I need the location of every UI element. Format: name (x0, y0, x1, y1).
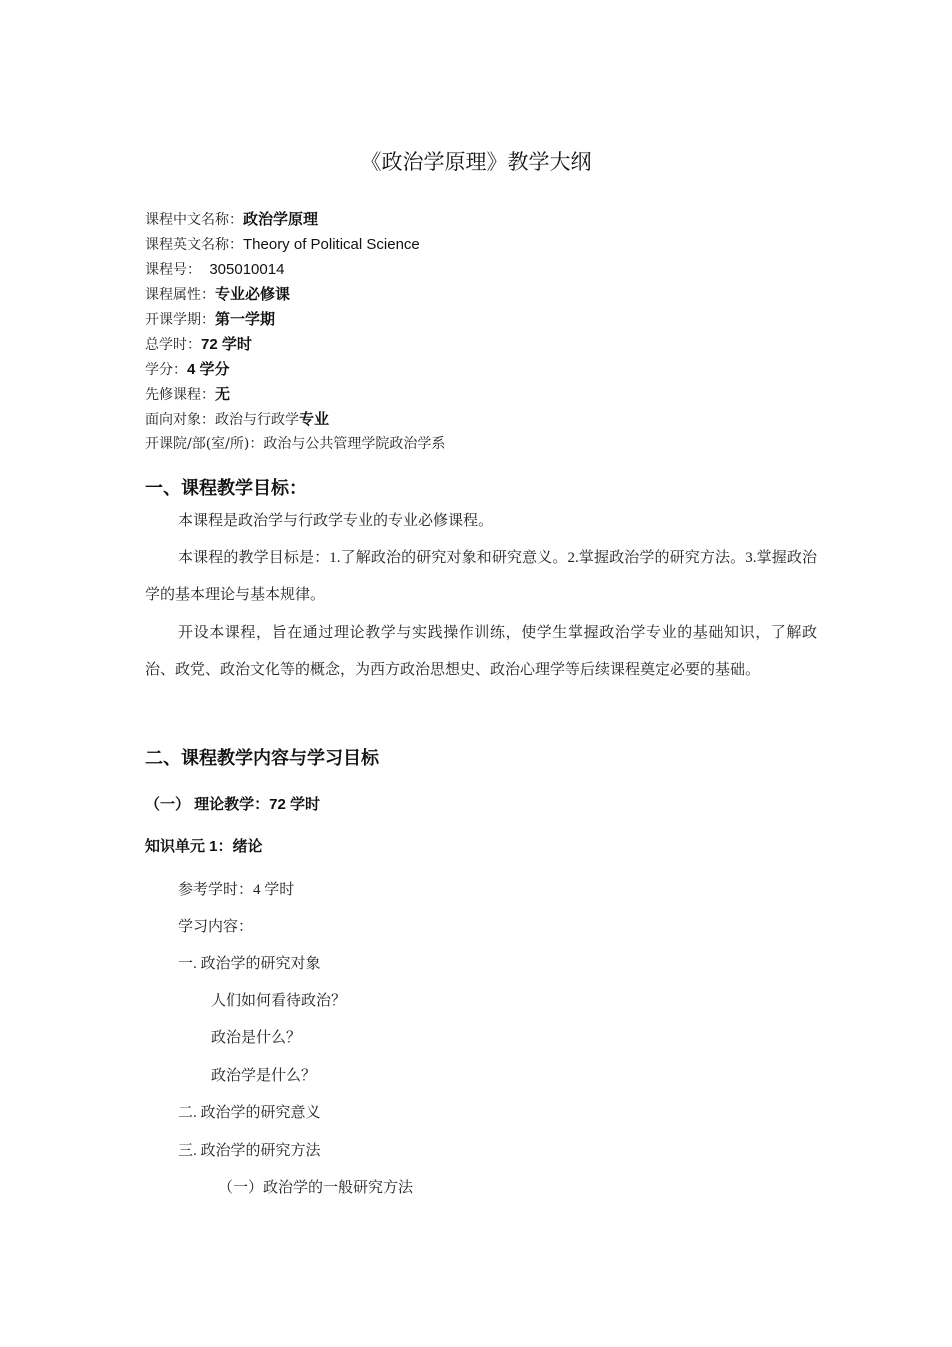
info-label: 开课学期： (145, 312, 215, 328)
paragraph: 本课程是政治学与行政学专业的专业必修课程。 (178, 513, 494, 529)
course-info-row (145, 357, 845, 382)
info-label: 开课院/部(室/所)：政治与公共管理学院政治学系 (145, 436, 446, 452)
section-heading: 二、课程教学内容与学习目标 (145, 748, 379, 768)
info-value: 305010014 (201, 261, 285, 278)
course-info-row (145, 232, 845, 257)
content-line: 参考学时：4 学时 (178, 882, 295, 898)
info-value: 专业 (299, 411, 330, 428)
sub-heading: （一） 理论教学：72 学时 (145, 796, 321, 813)
info-label: 面向对象：政治与行政学 (145, 412, 299, 428)
content-line: 学习内容： (178, 919, 254, 935)
course-info-row (145, 432, 845, 457)
course-info-row (145, 307, 845, 332)
course-info-list (145, 207, 845, 457)
paragraph: 开设本课程，旨在通过理论教学与实践操作训练，使学生掌握政治学专业的基础知识，了解政治、政党、政治文化等的概念，为西方政治思想史、政治心理学等后续课程奠定必要的基础。 (145, 625, 817, 678)
info-value: 无 (215, 386, 231, 403)
document-title: 《政治学原理》教学大纲 (360, 151, 592, 174)
content-line: 政治是什么？ (211, 1030, 302, 1046)
content-line: 人们如何看待政治？ (211, 993, 347, 1009)
info-value: 第一学期 (215, 311, 276, 328)
info-label: 课程号： (145, 262, 201, 278)
course-info-row (145, 382, 845, 407)
info-value: 政治学原理 (243, 211, 319, 228)
content-line: （一）政治学的一般研究方法 (218, 1180, 414, 1196)
info-label: 学分： (145, 362, 187, 378)
unit-heading: 知识单元 1：绪论 (145, 838, 263, 855)
info-label: 课程英文名称： (145, 237, 243, 253)
course-info-row (145, 282, 845, 307)
content-line: 政治学是什么？ (211, 1068, 317, 1084)
info-label: 课程中文名称： (145, 212, 243, 228)
info-value: 4 学分 (187, 361, 230, 378)
course-info-row (145, 207, 845, 232)
course-info-row (145, 407, 845, 432)
content-line: 二. 政治学的研究意义 (178, 1105, 321, 1121)
course-info-row (145, 257, 845, 282)
paragraph: 本课程的教学目标是：1.了解政治的研究对象和研究意义。2.掌握政治学的研究方法。3.掌握政治学的基本理论与基本规律。 (145, 550, 817, 603)
info-value: 72 学时 (201, 336, 252, 353)
info-value: 专业必修课 (215, 286, 291, 303)
info-label: 总学时： (145, 337, 201, 353)
info-label: 先修课程： (145, 387, 215, 403)
info-label: 课程属性： (145, 287, 215, 303)
content-line: 一. 政治学的研究对象 (178, 956, 321, 972)
content-line: 三. 政治学的研究方法 (178, 1143, 321, 1159)
info-value: Theory of Political Science (243, 236, 420, 253)
course-info-row (145, 332, 845, 357)
section-heading: 一、课程教学目标： (145, 478, 307, 498)
